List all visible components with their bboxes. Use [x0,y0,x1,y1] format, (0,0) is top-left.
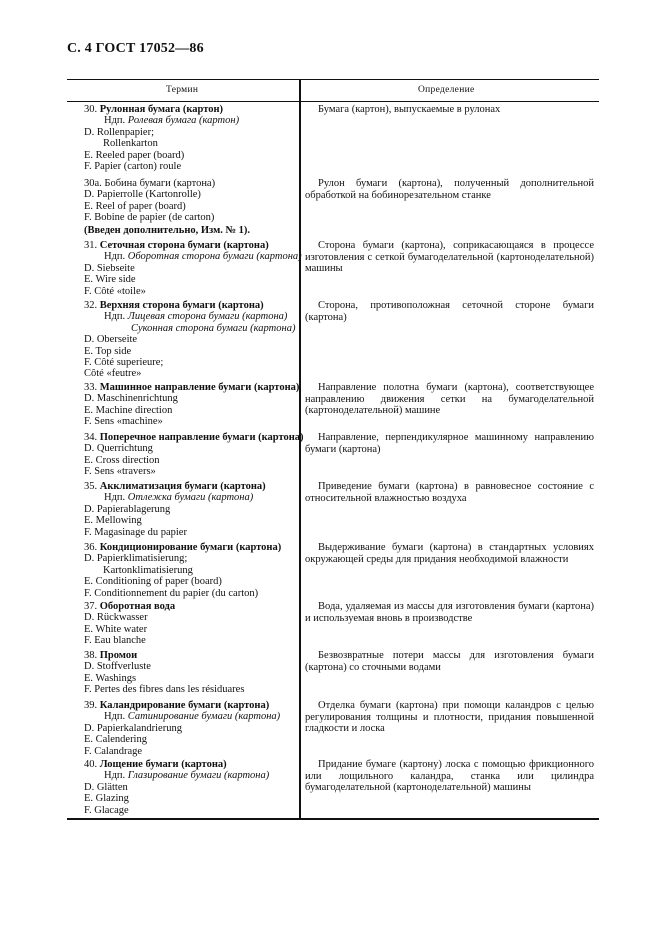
term-translation: Rollenkarton [103,138,158,150]
term-synonym: Лицевая сторона бумаги (картона) [127,311,288,323]
term-title: Акклиматизация бумаги (картона) [99,481,266,492]
term-number: 33. [84,382,98,393]
term-translation: F. Sens «machine» [84,416,163,428]
term-translation: D. Glätten [84,781,128,793]
term-translation: D. Oberseite [84,334,138,346]
term-cell [84,601,298,647]
term-number: 39. [84,700,98,711]
term-translation: E. Calendering [84,734,147,746]
term-title: Машинное направление бумаги (картона) [99,382,300,393]
term-cell [84,700,298,757]
term-translation: E. Reeled paper (board) [84,149,185,161]
term-translation: F. Côté superieure; [84,357,164,369]
term-title: Сеточная сторона бумаги (картона) [99,240,269,251]
term-title: Поперечное направление бумаги (картона) [99,432,304,443]
term-title: Оборотная вода [99,601,176,612]
term-syn-prefix: Ндп. [104,251,126,263]
term-translation: E. White water [84,623,148,635]
term-translation: E. Machine direction [84,404,173,416]
term-translation: D. Rollenpapier; [84,126,154,138]
definition-cell: Выдерживание бумаги (картона) в стандартных условиях окружающей среды для придания необходимой влажности [305,542,594,565]
definition-cell: Сторона, противоположная сеточной стороне бумаги (картона) [305,300,594,323]
term-translation: F. Eau blanche [84,635,146,647]
term-number: 31. [84,240,98,251]
term-translation: E. Washings [84,672,137,684]
term-translation: F. Pertes des fibres dans les résiduares [84,684,245,696]
term-translation: D. Rückwasser [84,612,148,624]
definition-cell: Направление, перпендикулярное машинному направлению бумаги (картона) [305,432,594,455]
term-title: Бобина бумаги (картона) [104,178,216,189]
term-number: 32. [84,300,98,311]
term-translation: F. Papier (carton) roule [84,161,182,173]
term-translation: F. Sens «travers» [84,466,156,478]
term-number: 30а. [84,178,102,189]
term-translation: D. Maschinenrichtung [84,393,178,405]
definition-cell: Бумага (картон), выпускаемые в рулонах [318,104,501,115]
term-number: 40. [84,759,98,770]
term-number: 37. [84,601,98,612]
page-header: С. 4 ГОСТ 17052—86 [67,41,204,56]
term-cell [84,300,298,380]
term-number: 38. [84,650,98,661]
term-translation: F. Côté «toile» [84,285,146,297]
term-cell [84,481,298,538]
term-synonym: Ролевая бумага (картон) [127,115,240,127]
column-divider [299,79,301,818]
term-synonym: Сатинирование бумаги (картона) [127,711,281,723]
column-header-terms: Термин [166,85,199,95]
term-number: 35. [84,481,98,492]
term-translation: D. Querrichtung [84,443,153,455]
definition-cell: Приведение бумаги (картона) в равновесное состояние с относительной влажностью воздуха [305,481,594,504]
term-title: Промои [99,650,138,661]
term-translation: E. Reel of paper (board) [84,200,186,212]
term-translation: E. Mellowing [84,515,142,527]
term-number: 34. [84,432,98,443]
term-translation: D. Papierkalandrierung [84,722,182,734]
definition-cell: Сторона бумаги (картона), соприкасающаяся в процессе изготовления с сеткой бумагоделательной (картоноделательной) машины [305,240,594,275]
term-cell [84,178,298,224]
term-cell [84,432,304,478]
table-top-rule [67,79,599,80]
definition-cell: Безвозвратные потери массы для изготовления бумаги (картона) со сточными водами [305,650,594,673]
term-translation: E. Top side [84,345,132,357]
term-translation: E. Cross direction [84,454,160,466]
term-synonym: Отлежка бумаги (картона) [127,492,254,504]
column-header-definitions: Определение [418,85,475,95]
definition-cell: Вода, удаляемая из массы для изготовления бумаги (картона) и используемая вновь в производстве [305,601,594,624]
definition-cell: Придание бумаге (картону) лоска с помощью фрикционного или лощильного каландра, станка или цилиндра бумагоделательной (картоноделательной) машины [305,759,594,794]
term-synonym: Глазирование бумаги (картона) [127,770,270,782]
table-header-rule [67,101,599,102]
term-translation: E. Glazing [84,793,129,805]
term-translation: D. Papierrolle (Kartonrolle) [84,189,201,201]
term-title: Каландрирование бумаги (картона) [99,700,270,711]
term-cell [84,650,298,696]
term-cell [84,542,298,599]
term-syn-prefix: Ндп. [104,492,126,504]
term-translation: D. Papierklimatisierung; [84,553,188,565]
term-cell [84,240,302,297]
term-cell [84,104,298,172]
term-title: Рулонная бумага (картон) [99,104,224,115]
term-translation: F. Calandrage [84,745,143,757]
table-bottom-rule [67,818,599,820]
term-synonym: Оборотная сторона бумаги (картона) [127,251,302,263]
term-translation: F. Magasinage du papier [84,526,187,538]
term-cell [84,759,298,816]
term-translation: D. Papierablagerung [84,503,171,515]
term-translation: D. Siebseite [84,262,135,274]
definition-cell: Направление полотна бумаги (картона), соответствующее направлению движения сетки на бумагоделательной (картоноделательной) машине [305,382,594,417]
term-title: Кондиционирование бумаги (картона) [99,542,282,553]
term-title: Лощение бумаги (картона) [99,759,227,770]
term-translation: F. Bobine de papier (de carton) [84,212,215,224]
definition-cell: Рулон бумаги (картона), полученный дополнительной обработкой на бобинорезательном станке [305,178,594,201]
term-translation: Kartonklimatisierung [103,564,193,576]
amendment-note: (Введен дополнительно, Изм. № 1). [84,225,251,236]
term-syn-prefix: Ндп. [104,770,126,782]
term-translation: F. Glacage [84,804,129,816]
term-translation: D. Stoffverluste [84,661,151,673]
term-translation: F. Conditionnement du papier (du carton) [84,587,259,599]
term-synonym: Суконная сторона бумаги (картона) [131,322,296,334]
term-number: 36. [84,542,98,553]
definition-cell: Отделка бумаги (картона) при помощи каландров с целью регулирования толщины и плотности, придания повышенной гладкости и лоска [305,700,594,735]
term-syn-prefix: Ндп. [104,711,126,723]
term-title: Верхняя сторона бумаги (картона) [99,300,264,311]
term-syn-prefix: Ндп. [104,311,126,323]
term-translation: E. Wire side [84,274,136,286]
term-translation: E. Conditioning of paper (board) [84,576,222,588]
term-number: 30. [84,104,98,115]
term-translation: Côté «feutre» [84,368,142,380]
term-cell [84,382,298,428]
term-syn-prefix: Ндп. [104,115,126,127]
